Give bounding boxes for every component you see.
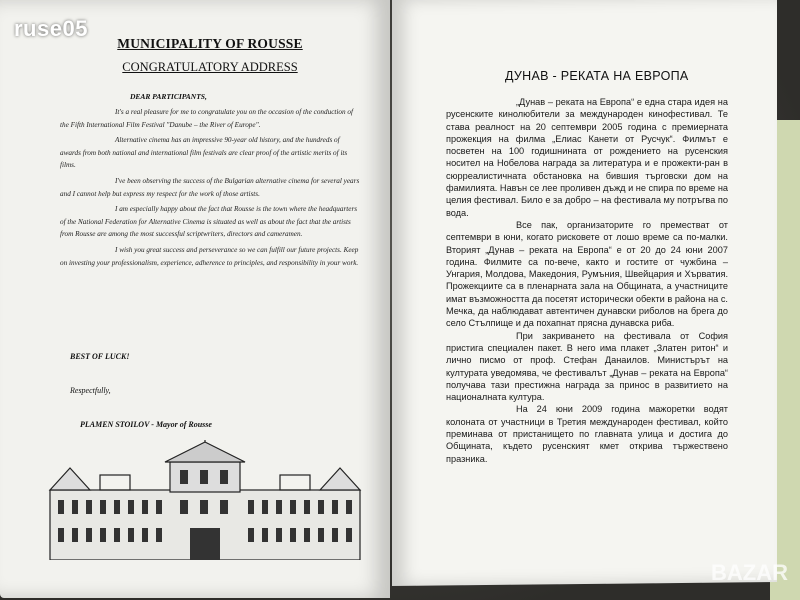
watermark-logo-bazar: BAZAR [711, 560, 788, 585]
greeting: DEAR PARTICIPANTS, [130, 92, 207, 101]
respectfully-line: Respectfully, [70, 386, 111, 395]
signature: PLAMEN STOILOV - Mayor of Rousse [80, 420, 212, 429]
article-body [446, 96, 728, 465]
address-body [60, 106, 360, 272]
closing-line: BEST OF LUCK! [70, 352, 130, 361]
address-paragraph: Alternative cinema has an impressive 90-year old history, and the hundreds of awards from both national and international film festivals are clear proof of the artistic merits of its films. [60, 136, 348, 170]
address-paragraph: I wish you great success and perseverance so we can fulfill our future projects. Keep on investing your professionalism, experience, adherence to principles, and responsibility in your work. [60, 245, 359, 267]
watermark-logo: ruse05 [14, 16, 88, 41]
article-paragraph: При закриването на фестивала от София пристига специален пакет. В него има плакет „Златен ритон“ и лично писмо от проф. Стефан Данаилов. Министърът на културата уведомява, че фестивалът „Дунав – реката на Европа“ получава тази престижна награда за принос в развитието на националната култура. [446, 330, 728, 403]
page-subtitle: CONGRATULATORY ADDRESS [122, 60, 298, 74]
address-paragraph: I've been observing the success of the Bulgarian alternative cinema for several years and I cannot help but express my respect for the work of those artists. [60, 176, 360, 198]
address-paragraph: It's a real pleasure for me to congratulate you on the occasion of the conduction of the Fifth International Film Festival "Danube – the River of Europe". [60, 108, 353, 129]
article-paragraph: На 24 юни 2009 година мажоретки водят колоната от участници в Третия международен фестивал, който преминава от пристанището по главната улица и достига до Общината, където русенският кмет открива тържествено празника. [446, 404, 728, 464]
article-paragraph: „Дунав – реката на Европа“ е една стара идея на русенските кинолюбители за международен кинофестивал. Те става реалност на 20 септември 2005 година с премиерната прожекция на филма „Елиас Канети от Русчук“. Филмът е посветен на 100 годишнината от рождението на русенския носител на Нобелова награда за литература и е прожекти-ран в сюрреалистичната обстановка на бившия търговски дом на фамилията. Навън се лее проливен дъжд и не спира по време на целия фестивал. Било е за добро – на фестивала му потръгва по вода. [446, 97, 728, 218]
municipality-building-illustration [40, 440, 370, 560]
page-title: MUNICIPALITY OF ROUSSE [117, 36, 303, 51]
article-title: ДУНАВ - РЕКАТА НА ЕВРОПА [505, 69, 689, 83]
address-paragraph: I am especially happy about the fact that Rousse is the town where the headquarters of the National Federation for Alternative Cinema is situated as well as about the fact that the artists from Rousse are among the most successful scriptwriters, directors and cameramen. [60, 205, 358, 239]
article-paragraph: Все пак, организаторите го преместват от септември в юни, когато рисковете от лошо време са по-малки. Вторият „Дунав – реката на Европа“ е от 20 до 24 юни 2007 година. Филмите са по-вече, както и гостите от чужбина – Унгария, Молдова, Македония, Румъния, Швейцария и Хърватия. Прожекциите са в пленарната зала на Общината, а участниците имат възможността да посетят исторически обекти в района на с. Мечка, да наблюдават автентичен дунавски риболов на брега до село Стълпище и да похапнат прясна дунавска риба. [446, 219, 728, 329]
